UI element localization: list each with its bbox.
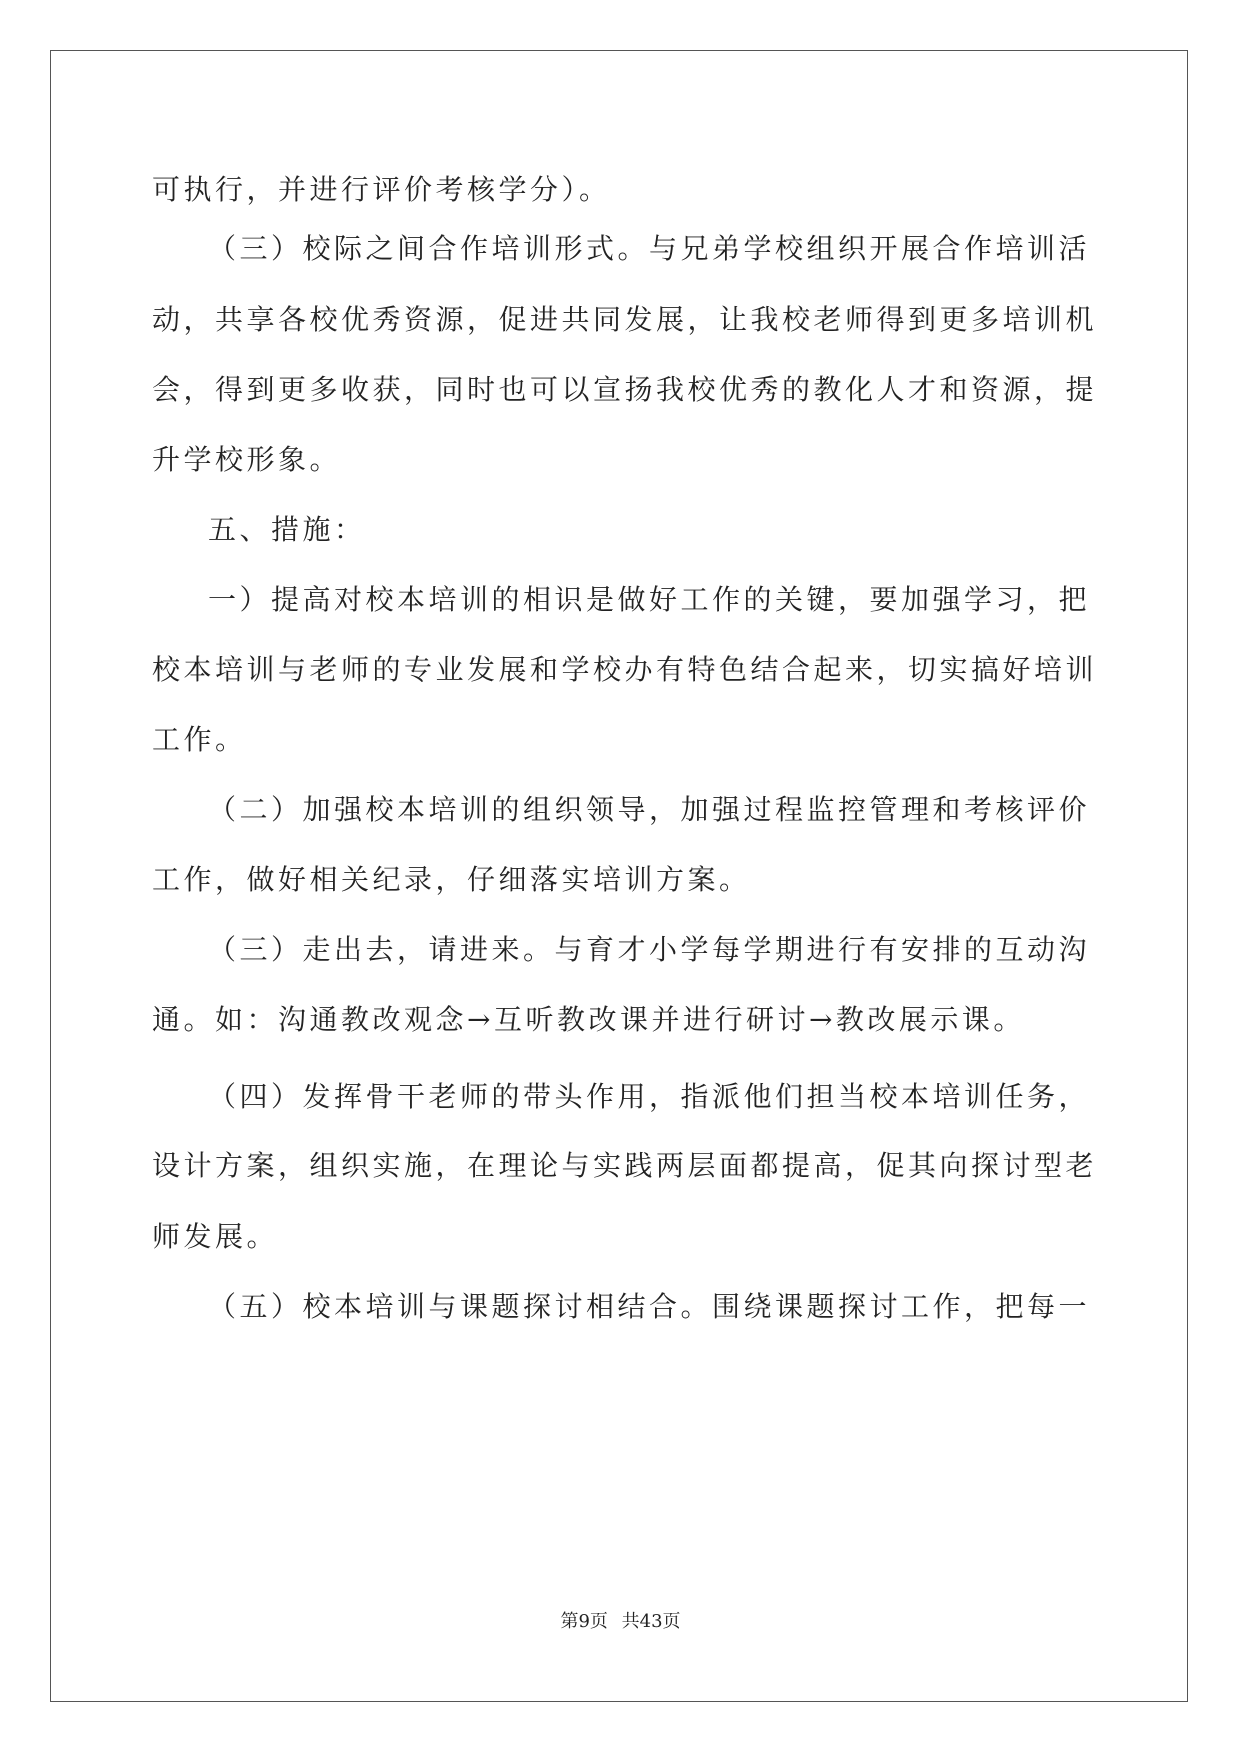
text-line: （二）加强校本培训的组织领导，加强过程监控管理和考核评价 [208, 793, 1091, 826]
page-number: 第9页 [560, 1611, 608, 1632]
text-line: （三）走出去，请进来。与育才小学每学期进行有安排的互动沟 [208, 933, 1091, 966]
text-line: 通。如：沟通教改观念→互听教改课并进行研讨→教改展示课。 [152, 1003, 1025, 1036]
text-line: 设计方案，组织实施，在理论与实践两层面都提高，促其向探讨型老 [152, 1149, 1098, 1182]
text-line: 会，得到更多收获，同时也可以宣扬我校优秀的教化人才和资源，提 [152, 373, 1098, 406]
page-footer [0, 1607, 1241, 1633]
text-line: （五）校本培训与课题探讨相结合。围绕课题探讨工作，把每一 [208, 1290, 1091, 1323]
text-line: 升学校形象。 [152, 443, 342, 476]
text-line: 可执行，并进行评价考核学分）。 [152, 173, 611, 206]
text-line: （三）校际之间合作培训形式。与兄弟学校组织开展合作培训活 [208, 232, 1091, 265]
text-line: （四）发挥骨干老师的带头作用，指派他们担当校本培训任务， [208, 1080, 1091, 1113]
page-total: 共43页 [621, 1611, 681, 1632]
text-line: 工作。 [152, 723, 247, 756]
section-heading: 五、措施： [208, 513, 366, 546]
text-line: 动，共享各校优秀资源，促进共同发展，让我校老师得到更多培训机 [152, 303, 1098, 336]
text-line: 校本培训与老师的专业发展和学校办有特色结合起来，切实搞好培训 [152, 653, 1098, 686]
text-line: 工作，做好相关纪录，仔细落实培训方案。 [152, 863, 751, 896]
text-line: 一）提高对校本培训的相识是做好工作的关键，要加强学习，把 [208, 583, 1091, 616]
text-line: 师发展。 [152, 1220, 279, 1253]
